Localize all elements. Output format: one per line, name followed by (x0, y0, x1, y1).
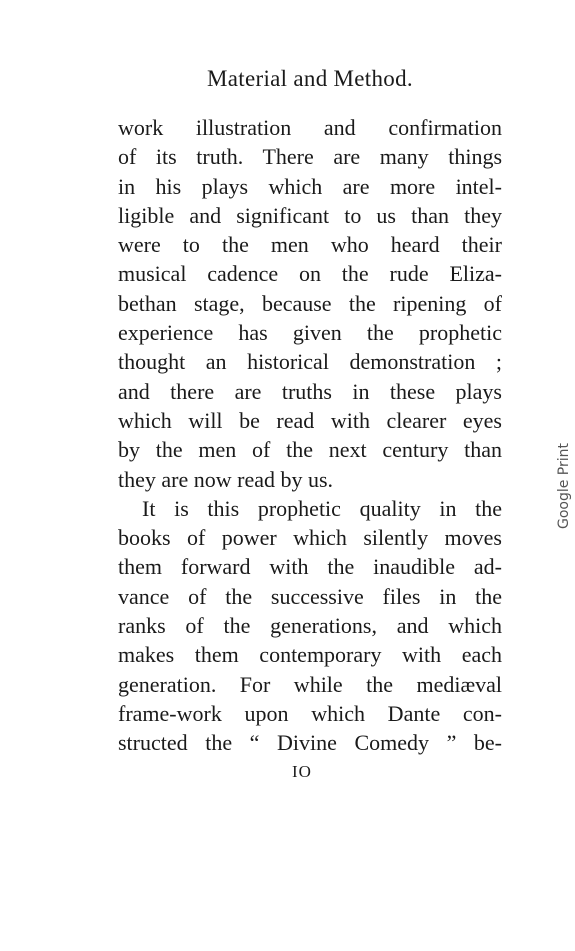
text-line: generation. For while the mediæval (118, 671, 502, 697)
text-line: and there are truths in these plays (118, 378, 502, 404)
text-line: makes them contemporary with each (118, 642, 502, 668)
text-line: frame-work upon which Dante con- (118, 700, 502, 726)
text-line: them forward with the inaudible ad- (118, 554, 502, 580)
text-line: ligible and significant to us than they (118, 202, 502, 228)
body-text (118, 113, 502, 758)
text-line: in his plays which are more intel- (118, 173, 502, 199)
text-line: bethan stage, because the ripening of (118, 290, 502, 316)
text-line: work illustration and confirmation (118, 115, 502, 140)
google-print-watermark (553, 423, 575, 549)
text-line: experience has given the prophetic (118, 320, 502, 346)
text-line: of its truth. There are many things (118, 144, 502, 170)
text-line: books of power which silently moves (118, 525, 502, 551)
text-line: ranks of the generations, and which (118, 613, 502, 639)
text-line: thought an historical demonstration ; (118, 349, 502, 375)
text-line: structed the “ Divine Comedy ” be- (118, 730, 502, 756)
text-line: musical cadence on the rude Eliza- (118, 261, 502, 287)
paragraph-1 (118, 113, 502, 494)
watermark-text: Google Print (556, 442, 572, 530)
text-line: by the men of the next century than (118, 437, 502, 463)
running-head: Material and Method. (207, 66, 413, 91)
text-line: they are now read by us. (118, 466, 334, 492)
text-line: It is this prophetic quality in the (142, 495, 502, 521)
page-number: IO (292, 762, 312, 781)
text-line: which will be read with clearer eyes (118, 407, 502, 433)
text-line: vance of the successive files in the (118, 583, 502, 609)
paragraph-2 (118, 494, 502, 758)
text-line: were to the men who heard their (118, 232, 502, 258)
